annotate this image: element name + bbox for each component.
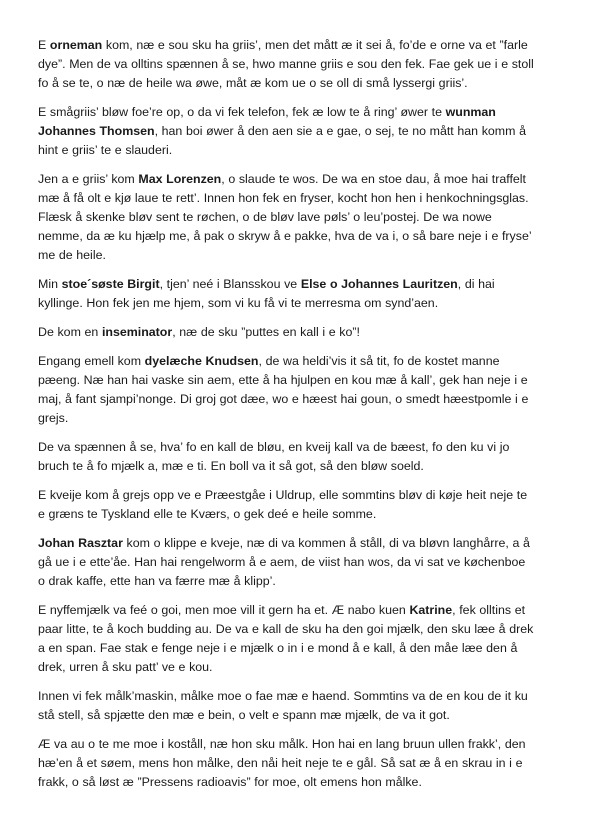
text-run: E smågriis’ bløw foe’re op, o da vi fek telefon, fek æ low te å ring’ øwer te — [38, 105, 446, 119]
paragraph — [38, 438, 534, 476]
paragraph — [38, 601, 534, 677]
document-body — [38, 36, 534, 792]
text-run: , de wa heldi’vis it så tit, fo de kostet manne pæeng. Næ han hai vaske sin aem, ette å ha hjulpen en kou mæ å kall’, gek han neje i e maj, å fant sjampi’nonge. Di groj got dæe, wo e hæest hai goun, o smedt hæestpomle i e grejs. — [38, 354, 529, 425]
bold-name: Johan Rasztar — [38, 536, 123, 550]
bold-name: stoe´søste Birgit — [61, 277, 160, 291]
paragraph — [38, 735, 534, 792]
text-run: , tjen’ neé i Blansskou ve — [159, 277, 301, 291]
text-run: E — [38, 38, 50, 52]
text-run: Min — [38, 277, 62, 291]
bold-name: wunman Johannes Thomsen — [38, 105, 496, 138]
paragraph — [38, 352, 534, 428]
bold-name: orneman — [49, 38, 103, 52]
paragraph — [38, 323, 534, 342]
text-run: , di hai kyllinge. Hon fek jen me hjem, som vi ku få vi te merresma om synd’aen. — [38, 277, 495, 310]
bold-name: Else o Johannes Lauritzen — [300, 277, 458, 291]
text-run: , han boi øwer å den aen sie a e gae, o sej, te no mått han komm å hint e griis’ te e slauderi. — [38, 124, 526, 157]
text-run: , o slaude te wos. De wa en stoe dau, å moe hai traffelt mæ å få olt e kjø laue te rett’. Innen hon fek en fryser, kocht hon hen i henkochningsglas. Flæsk å skenke bløv sent te røchen, o de bløv lave pøls’ o leu’postej. De wa nowe nemme, da æ ku hjælp me, å pak o skryw å e pakke, hva de va i, o så bare neje i e fryse’ me de heile. — [38, 172, 532, 262]
text-run: E kveije kom å grejs opp ve e Præestgåe i Uldrup, elle sommtins bløv di køje heit neje te e græns te Tyskland elle te Kværs, o gek deé e heile somme. — [38, 488, 528, 521]
text-run: , næ de sku ”puttes en kall i e ko”! — [172, 325, 360, 339]
text-run: Engang emell kom — [38, 354, 145, 368]
text-run: De va spænnen å se, hva’ fo en kall de bløu, en kveij kall va de bæest, fo den ku vi jo bruch te å fo mjælk a, mæ e ti. En boll va it så got, så den bløw soeld. — [38, 440, 510, 473]
bold-name: dyelæche Knudsen — [144, 354, 259, 368]
paragraph — [38, 534, 534, 591]
text-run: , fek olltins et paar litte, te å koch budding au. De va e kall de sku ha den goi mjælk, den sku læe å drek a en span. Fae stak e fenge neje i e mjælk o in i e mond å e kall, å den måe læe den å drek, urren å sku patt’ ve e kou. — [38, 603, 534, 674]
paragraph — [38, 275, 534, 313]
text-run: kom o klippe e kveje, næ di va kommen å ståll, di va bløvn langhårre, a å gå ue i e ette’åe. Han hai rengelworm å e aem, de viist han wos, da vi sat ve køchenboe o drak kaffe, ette han va færre mæ å klipp’. — [38, 536, 530, 588]
paragraph — [38, 486, 534, 524]
text-run: Innen vi fek målk’maskin, målke moe o fae mæ e haend. Sommtins va de en kou de it ku stå stell, så spjætte den mæ e bein, o velt e spann mæ mjælk, de va it got. — [38, 689, 528, 722]
paragraph — [38, 36, 534, 93]
text-run: Jen a e griis’ kom — [38, 172, 139, 186]
paragraph — [38, 170, 534, 265]
paragraph — [38, 103, 534, 160]
text-run: De kom en — [38, 325, 102, 339]
bold-name: Katrine — [409, 603, 453, 617]
text-run: E nyffemjælk va feé o goi, men moe vill it gern ha et. Æ nabo kuen — [38, 603, 410, 617]
text-run: kom, næ e sou sku ha griis’, men det mått æ it sei å, fo’de e orne va et ”farle dye”. Men de va olltins spænnen å se, hwo manne griis e sou den fek. Fae gek ue i e stoll fo å se te, o næ de heile wa øwe, måt æ kom ue o se oll di små lyssergi griis’. — [38, 38, 534, 90]
bold-name: Max Lorenzen — [138, 172, 222, 186]
text-run: Æ va au o te me moe i koståll, næ hon sku målk. Hon hai en lang bruun ullen frakk’, den hæ’en å et søem, mens hon målke, den nåi heit neje te e gål. Så sat æ å en skrau in i e frakk, o så løst æ ”Pressens radioavis” for moe, olt emens hon målke. — [38, 737, 526, 789]
bold-name: inseminator — [101, 325, 173, 339]
paragraph — [38, 687, 534, 725]
